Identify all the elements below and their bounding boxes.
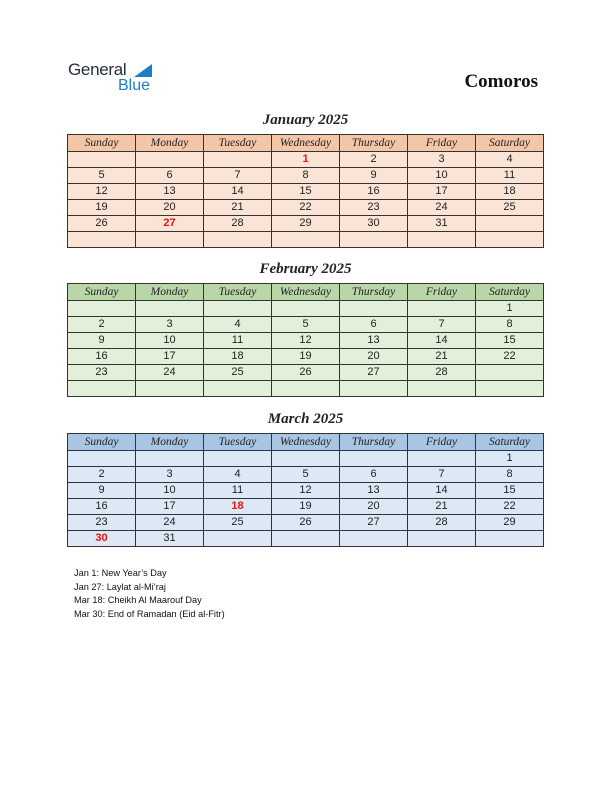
weekday-header-row xyxy=(68,434,544,451)
day-cell xyxy=(272,451,340,467)
day-cell: 5 xyxy=(272,317,340,333)
day-cell: 13 xyxy=(136,184,204,200)
day-cell: 4 xyxy=(476,152,544,168)
day-cell xyxy=(476,365,544,381)
day-cell xyxy=(272,531,340,547)
calendar-table xyxy=(67,283,544,397)
week-row xyxy=(68,365,544,381)
day-cell: 17 xyxy=(136,499,204,515)
weekday-header: Saturday xyxy=(476,135,544,152)
day-cell: 16 xyxy=(68,349,136,365)
day-cell xyxy=(272,232,340,248)
day-cell xyxy=(68,381,136,397)
month-title: March 2025 xyxy=(267,411,344,427)
day-cell: 28 xyxy=(408,365,476,381)
weekday-header: Sunday xyxy=(68,434,136,451)
day-cell xyxy=(476,216,544,232)
holiday-note: Mar 30: End of Ramadan (Eid al-Fitr) xyxy=(74,608,225,619)
day-cell xyxy=(136,152,204,168)
logo-blue-text: Blue xyxy=(118,77,151,94)
day-cell: 7 xyxy=(204,168,272,184)
weekday-header: Tuesday xyxy=(204,284,272,301)
day-cell: 6 xyxy=(340,467,408,483)
day-cell: 6 xyxy=(340,317,408,333)
day-cell: 13 xyxy=(340,333,408,349)
day-cell: 10 xyxy=(136,483,204,499)
country-title: Comoros xyxy=(464,71,538,92)
day-cell xyxy=(408,381,476,397)
day-cell: 19 xyxy=(272,349,340,365)
day-cell: 25 xyxy=(476,200,544,216)
calendar-table xyxy=(67,134,544,248)
weekday-header: Saturday xyxy=(476,434,544,451)
weekday-header: Friday xyxy=(408,135,476,152)
month-title: January 2025 xyxy=(262,112,349,128)
week-row xyxy=(68,317,544,333)
week-row xyxy=(68,499,544,515)
week-row xyxy=(68,301,544,317)
day-cell xyxy=(136,381,204,397)
day-cell: 15 xyxy=(476,333,544,349)
day-cell: 23 xyxy=(68,365,136,381)
day-cell: 27 xyxy=(340,365,408,381)
day-cell: 26 xyxy=(68,216,136,232)
day-cell: 4 xyxy=(204,467,272,483)
day-cell: 27 xyxy=(340,515,408,531)
day-cell: 17 xyxy=(408,184,476,200)
week-row xyxy=(68,232,544,248)
week-row xyxy=(68,467,544,483)
day-cell: 30 xyxy=(340,216,408,232)
day-cell: 27 xyxy=(136,216,204,232)
week-row xyxy=(68,152,544,168)
day-cell xyxy=(272,301,340,317)
weekday-header: Tuesday xyxy=(204,135,272,152)
month-march xyxy=(67,411,544,547)
month-january xyxy=(67,112,544,248)
week-row xyxy=(68,216,544,232)
weekday-header: Wednesday xyxy=(272,135,340,152)
day-cell xyxy=(408,531,476,547)
day-cell: 4 xyxy=(204,317,272,333)
day-cell xyxy=(272,381,340,397)
weekday-header: Sunday xyxy=(68,135,136,152)
day-cell: 3 xyxy=(408,152,476,168)
day-cell: 9 xyxy=(340,168,408,184)
day-cell: 25 xyxy=(204,515,272,531)
day-cell: 20 xyxy=(340,499,408,515)
weekday-header: Monday xyxy=(136,284,204,301)
week-row xyxy=(68,515,544,531)
day-cell: 31 xyxy=(408,216,476,232)
holiday-note: Jan 27: Laylat al-Mi’raj xyxy=(74,581,166,592)
day-cell: 23 xyxy=(68,515,136,531)
day-cell: 11 xyxy=(204,333,272,349)
day-cell: 19 xyxy=(272,499,340,515)
day-cell xyxy=(204,232,272,248)
day-cell xyxy=(340,451,408,467)
day-cell: 20 xyxy=(136,200,204,216)
day-cell: 3 xyxy=(136,467,204,483)
day-cell xyxy=(136,301,204,317)
day-cell xyxy=(408,451,476,467)
month-february xyxy=(67,261,544,397)
day-cell xyxy=(68,451,136,467)
week-row xyxy=(68,168,544,184)
day-cell xyxy=(340,301,408,317)
day-cell: 1 xyxy=(476,301,544,317)
logo-general-text: General xyxy=(68,60,127,79)
day-cell xyxy=(408,232,476,248)
day-cell xyxy=(476,531,544,547)
day-cell: 14 xyxy=(408,333,476,349)
day-cell: 12 xyxy=(272,333,340,349)
day-cell: 24 xyxy=(408,200,476,216)
day-cell: 20 xyxy=(340,349,408,365)
day-cell xyxy=(204,381,272,397)
day-cell: 18 xyxy=(476,184,544,200)
weekday-header: Monday xyxy=(136,434,204,451)
day-cell xyxy=(340,232,408,248)
weekday-header-row xyxy=(68,135,544,152)
day-cell: 28 xyxy=(408,515,476,531)
weekday-header: Friday xyxy=(408,434,476,451)
day-cell: 30 xyxy=(68,531,136,547)
day-cell xyxy=(68,152,136,168)
day-cell xyxy=(68,232,136,248)
day-cell: 16 xyxy=(68,499,136,515)
day-cell xyxy=(204,451,272,467)
day-cell: 5 xyxy=(272,467,340,483)
day-cell: 24 xyxy=(136,365,204,381)
day-cell: 23 xyxy=(340,200,408,216)
weekday-header: Wednesday xyxy=(272,434,340,451)
day-cell: 2 xyxy=(340,152,408,168)
day-cell: 2 xyxy=(68,317,136,333)
day-cell: 21 xyxy=(408,499,476,515)
day-cell: 7 xyxy=(408,317,476,333)
day-cell: 14 xyxy=(204,184,272,200)
day-cell: 2 xyxy=(68,467,136,483)
day-cell xyxy=(204,531,272,547)
day-cell: 10 xyxy=(408,168,476,184)
day-cell: 1 xyxy=(476,451,544,467)
day-cell: 28 xyxy=(204,216,272,232)
day-cell xyxy=(476,381,544,397)
calendar-table xyxy=(67,433,544,547)
day-cell: 26 xyxy=(272,365,340,381)
day-cell: 17 xyxy=(136,349,204,365)
day-cell xyxy=(204,152,272,168)
day-cell xyxy=(340,531,408,547)
day-cell: 8 xyxy=(476,317,544,333)
day-cell: 25 xyxy=(204,365,272,381)
weekday-header: Monday xyxy=(136,135,204,152)
day-cell: 29 xyxy=(272,216,340,232)
day-cell: 19 xyxy=(68,200,136,216)
weekday-header: Tuesday xyxy=(204,434,272,451)
logo xyxy=(68,60,168,96)
day-cell xyxy=(136,232,204,248)
day-cell: 31 xyxy=(136,531,204,547)
weekday-header: Thursday xyxy=(340,434,408,451)
day-cell: 10 xyxy=(136,333,204,349)
holiday-note: Jan 1: New Year’s Day xyxy=(74,568,167,578)
day-cell: 9 xyxy=(68,483,136,499)
week-row xyxy=(68,451,544,467)
day-cell: 6 xyxy=(136,168,204,184)
holiday-note: Mar 18: Cheikh Al Maarouf Day xyxy=(74,595,202,606)
day-cell xyxy=(68,301,136,317)
day-cell: 1 xyxy=(272,152,340,168)
holiday-notes xyxy=(74,567,225,621)
day-cell: 22 xyxy=(272,200,340,216)
day-cell: 11 xyxy=(476,168,544,184)
week-row xyxy=(68,184,544,200)
day-cell: 8 xyxy=(476,467,544,483)
day-cell: 18 xyxy=(204,499,272,515)
logo-triangle-icon xyxy=(134,64,152,77)
day-cell: 22 xyxy=(476,349,544,365)
day-cell: 5 xyxy=(68,168,136,184)
day-cell: 16 xyxy=(340,184,408,200)
day-cell: 21 xyxy=(408,349,476,365)
day-cell: 15 xyxy=(272,184,340,200)
day-cell: 24 xyxy=(136,515,204,531)
weekday-header: Sunday xyxy=(68,284,136,301)
day-cell xyxy=(476,232,544,248)
day-cell: 29 xyxy=(476,515,544,531)
week-row xyxy=(68,333,544,349)
weekday-header: Thursday xyxy=(340,135,408,152)
week-row xyxy=(68,483,544,499)
day-cell xyxy=(136,451,204,467)
day-cell: 3 xyxy=(136,317,204,333)
day-cell: 18 xyxy=(204,349,272,365)
day-cell: 22 xyxy=(476,499,544,515)
day-cell xyxy=(408,301,476,317)
day-cell: 14 xyxy=(408,483,476,499)
weekday-header-row xyxy=(68,284,544,301)
day-cell: 21 xyxy=(204,200,272,216)
day-cell xyxy=(340,381,408,397)
weekday-header: Saturday xyxy=(476,284,544,301)
day-cell: 13 xyxy=(340,483,408,499)
week-row xyxy=(68,200,544,216)
week-row xyxy=(68,349,544,365)
day-cell: 9 xyxy=(68,333,136,349)
weekday-header: Wednesday xyxy=(272,284,340,301)
month-title: February 2025 xyxy=(259,261,352,277)
day-cell: 12 xyxy=(272,483,340,499)
day-cell xyxy=(204,301,272,317)
day-cell: 7 xyxy=(408,467,476,483)
week-row xyxy=(68,381,544,397)
day-cell: 15 xyxy=(476,483,544,499)
day-cell: 26 xyxy=(272,515,340,531)
day-cell: 12 xyxy=(68,184,136,200)
day-cell: 11 xyxy=(204,483,272,499)
weekday-header: Thursday xyxy=(340,284,408,301)
week-row xyxy=(68,531,544,547)
day-cell: 8 xyxy=(272,168,340,184)
weekday-header: Friday xyxy=(408,284,476,301)
